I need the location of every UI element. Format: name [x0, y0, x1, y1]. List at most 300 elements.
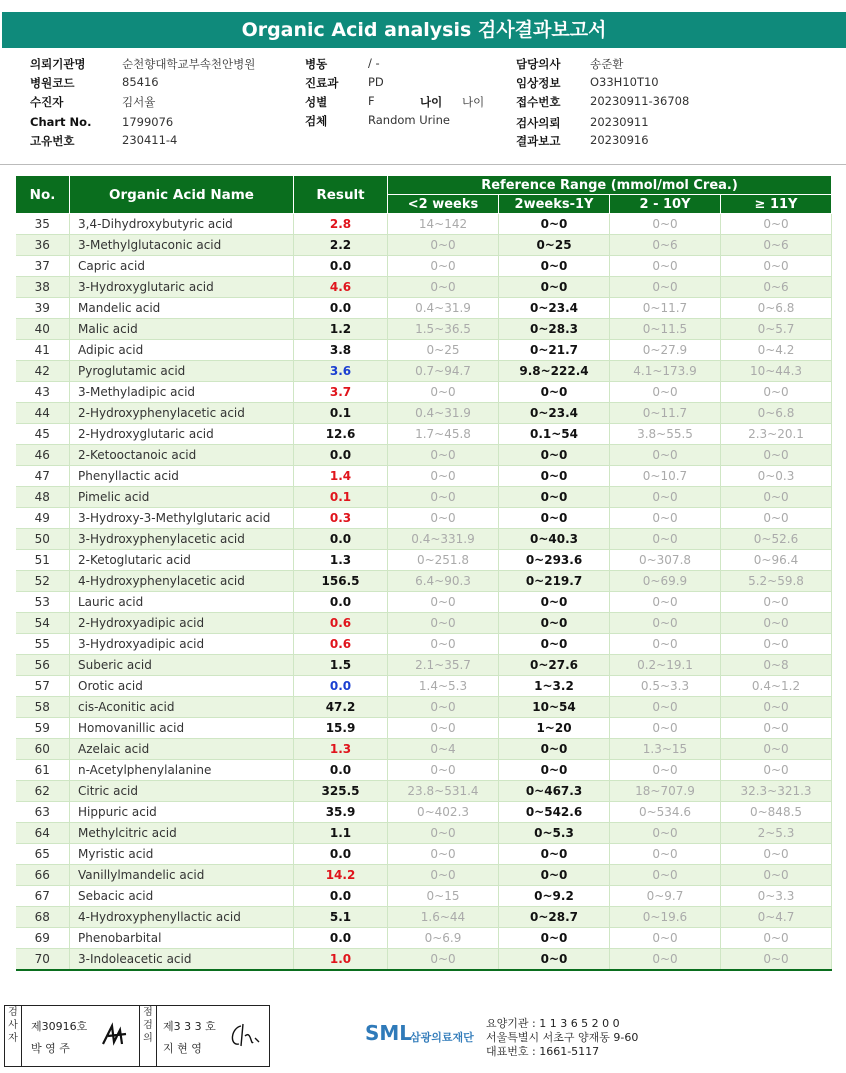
row-ref-lt2w: 0~0 — [388, 718, 499, 739]
row-ref-2w-1y: 0~0 — [499, 739, 610, 760]
row-no: 62 — [16, 781, 70, 802]
table-row — [16, 466, 832, 487]
table-row — [16, 235, 832, 256]
row-ref-2-10y: 0~69.9 — [610, 571, 721, 592]
row-ref-2w-1y: 0~293.6 — [499, 550, 610, 571]
row-no: 50 — [16, 529, 70, 550]
row-ref-ge11y: 0~0 — [721, 508, 832, 529]
row-ref-2w-1y: 0~0 — [499, 760, 610, 781]
row-ref-2-10y: 0~0 — [610, 277, 721, 298]
row-ref-2w-1y: 0~0 — [499, 256, 610, 277]
row-name: Vanillylmandelic acid — [70, 865, 294, 886]
row-ref-ge11y: 0~0 — [721, 256, 832, 277]
row-ref-ge11y: 2~5.3 — [721, 823, 832, 844]
clinical-label: 임상정보 — [516, 76, 561, 90]
table-row — [16, 697, 832, 718]
row-no: 61 — [16, 760, 70, 781]
row-name: Methylcitric acid — [70, 823, 294, 844]
row-no: 51 — [16, 550, 70, 571]
row-result: 1.0 — [294, 949, 388, 971]
row-ref-2w-1y: 1~3.2 — [499, 676, 610, 697]
row-ref-2w-1y: 0~0 — [499, 613, 610, 634]
chart-value: 1799076 — [122, 115, 174, 129]
row-result: 12.6 — [294, 424, 388, 445]
row-result: 0.0 — [294, 298, 388, 319]
row-ref-lt2w: 1.4~5.3 — [388, 676, 499, 697]
row-ref-2w-1y: 0~23.4 — [499, 403, 610, 424]
header-r3: 2 - 10Y — [610, 195, 721, 214]
table-row — [16, 760, 832, 781]
row-result: 156.5 — [294, 571, 388, 592]
row-ref-lt2w: 2.1~35.7 — [388, 655, 499, 676]
code-value: 85416 — [122, 75, 159, 89]
row-ref-ge11y: 0~0 — [721, 844, 832, 865]
patient-info — [0, 56, 846, 156]
tester-label: 검사자 — [5, 1006, 22, 1066]
ward-label: 병동 — [305, 57, 328, 71]
row-ref-lt2w: 14~142 — [388, 214, 499, 235]
row-ref-lt2w: 0~0 — [388, 865, 499, 886]
receipt-value: 20230911-36708 — [590, 94, 690, 108]
row-name: Citric acid — [70, 781, 294, 802]
row-ref-lt2w: 0~0 — [388, 592, 499, 613]
patient-value: 김서율 — [122, 95, 156, 109]
row-name: 4-Hydroxyphenyllactic acid — [70, 907, 294, 928]
unique-value: 230411-4 — [122, 133, 178, 147]
report-value: 20230916 — [590, 133, 649, 147]
row-result: 0.0 — [294, 445, 388, 466]
row-ref-2w-1y: 0~0 — [499, 928, 610, 949]
row-ref-ge11y: 0~0 — [721, 865, 832, 886]
table-row — [16, 298, 832, 319]
row-ref-ge11y: 0~0 — [721, 214, 832, 235]
row-result: 0.0 — [294, 529, 388, 550]
row-ref-ge11y: 0~0.3 — [721, 466, 832, 487]
row-ref-lt2w: 0~0 — [388, 277, 499, 298]
tester-signature — [100, 1022, 130, 1050]
row-no: 43 — [16, 382, 70, 403]
row-ref-2w-1y: 0~0 — [499, 949, 610, 971]
table-row — [16, 529, 832, 550]
table-row — [16, 256, 832, 277]
table-row — [16, 802, 832, 823]
receipt-label: 접수번호 — [516, 95, 561, 109]
row-ref-lt2w: 0~15 — [388, 886, 499, 907]
row-no: 36 — [16, 235, 70, 256]
row-no: 63 — [16, 802, 70, 823]
row-ref-lt2w: 1.6~44 — [388, 907, 499, 928]
row-name: Azelaic acid — [70, 739, 294, 760]
checker-no: 제3 3 3 호 — [163, 1020, 216, 1033]
row-ref-ge11y: 0~0 — [721, 949, 832, 971]
age-label: 나이 — [420, 95, 443, 109]
row-ref-ge11y: 0~8 — [721, 655, 832, 676]
table-row — [16, 277, 832, 298]
row-ref-2w-1y: 0~0 — [499, 382, 610, 403]
row-ref-lt2w: 0~0 — [388, 823, 499, 844]
row-result: 0.0 — [294, 760, 388, 781]
row-ref-2w-1y: 0~0 — [499, 445, 610, 466]
row-name: 2-Hydroxyglutaric acid — [70, 424, 294, 445]
row-ref-2-10y: 4.1~173.9 — [610, 361, 721, 382]
row-ref-2-10y: 0~0 — [610, 823, 721, 844]
row-ref-2-10y: 1.3~15 — [610, 739, 721, 760]
foundation-name: 삼광의료재단 — [410, 1031, 474, 1044]
row-ref-2-10y: 0~0 — [610, 529, 721, 550]
row-ref-ge11y: 0~848.5 — [721, 802, 832, 823]
row-no: 49 — [16, 508, 70, 529]
dept-value: PD — [368, 75, 384, 89]
table-row — [16, 382, 832, 403]
row-no: 52 — [16, 571, 70, 592]
row-name: Sebacic acid — [70, 886, 294, 907]
table-row — [16, 340, 832, 361]
row-ref-lt2w: 6.4~90.3 — [388, 571, 499, 592]
row-ref-2-10y: 0~0 — [610, 760, 721, 781]
row-name: Malic acid — [70, 319, 294, 340]
row-ref-2-10y: 0~0 — [610, 718, 721, 739]
signature-box — [4, 1005, 270, 1067]
row-no: 39 — [16, 298, 70, 319]
row-ref-lt2w: 0~6.9 — [388, 928, 499, 949]
row-result: 0.6 — [294, 613, 388, 634]
row-ref-lt2w: 0~0 — [388, 445, 499, 466]
row-ref-2w-1y: 0~0 — [499, 844, 610, 865]
row-ref-2-10y: 0~0 — [610, 592, 721, 613]
row-name: 3-Indoleacetic acid — [70, 949, 294, 971]
row-ref-ge11y: 0~6 — [721, 277, 832, 298]
phone-line: 대표번호 : 1661-5117 — [486, 1045, 600, 1058]
row-no: 47 — [16, 466, 70, 487]
chart-label: Chart No. — [30, 115, 92, 129]
row-ref-lt2w: 0~0 — [388, 487, 499, 508]
row-name: 3-Methylglutaconic acid — [70, 235, 294, 256]
row-ref-ge11y: 0.4~1.2 — [721, 676, 832, 697]
row-result: 3.6 — [294, 361, 388, 382]
row-name: 2-Hydroxyphenylacetic acid — [70, 403, 294, 424]
row-name: Homovanillic acid — [70, 718, 294, 739]
row-ref-ge11y: 0~3.3 — [721, 886, 832, 907]
row-ref-ge11y: 5.2~59.8 — [721, 571, 832, 592]
header-reference: Reference Range (mmol/mol Crea.) — [388, 176, 832, 195]
row-ref-ge11y: 0~52.6 — [721, 529, 832, 550]
row-ref-2-10y: 0~27.9 — [610, 340, 721, 361]
row-ref-2-10y: 0~0 — [610, 634, 721, 655]
header-r2: 2weeks-1Y — [499, 195, 610, 214]
row-result: 0.0 — [294, 844, 388, 865]
row-ref-ge11y: 0~0 — [721, 382, 832, 403]
report-label: 결과보고 — [516, 134, 561, 148]
sex-value: F — [368, 94, 375, 108]
specimen-label: 검체 — [305, 114, 328, 128]
checker-label: 점검의 — [139, 1006, 157, 1066]
row-ref-2-10y: 0~0 — [610, 382, 721, 403]
row-ref-2w-1y: 0~0 — [499, 865, 610, 886]
table-row — [16, 508, 832, 529]
dept-label: 진료과 — [305, 76, 339, 90]
row-ref-2w-1y: 10~54 — [499, 697, 610, 718]
doctor-value: 송준환 — [590, 57, 624, 71]
row-result: 1.3 — [294, 550, 388, 571]
row-ref-lt2w: 0.7~94.7 — [388, 361, 499, 382]
row-ref-lt2w: 0~0 — [388, 949, 499, 971]
row-name: Phenobarbital — [70, 928, 294, 949]
row-result: 0.1 — [294, 403, 388, 424]
row-name: Orotic acid — [70, 676, 294, 697]
row-ref-lt2w: 1.5~36.5 — [388, 319, 499, 340]
table-row — [16, 739, 832, 760]
specimen-value: Random Urine — [368, 113, 450, 127]
row-no: 37 — [16, 256, 70, 277]
header-name: Organic Acid Name — [70, 176, 294, 214]
row-no: 65 — [16, 844, 70, 865]
row-no: 58 — [16, 697, 70, 718]
row-ref-2w-1y: 0~0 — [499, 508, 610, 529]
row-name: Mandelic acid — [70, 298, 294, 319]
row-ref-2w-1y: 0~0 — [499, 214, 610, 235]
table-row — [16, 550, 832, 571]
row-ref-2-10y: 0~0 — [610, 844, 721, 865]
report-title: Organic Acid analysis 검사결과보고서 — [2, 12, 846, 48]
row-ref-2-10y: 18~707.9 — [610, 781, 721, 802]
tester-no: 제30916호 — [31, 1020, 88, 1033]
row-ref-2w-1y: 0~0 — [499, 592, 610, 613]
row-ref-lt2w: 0.4~31.9 — [388, 298, 499, 319]
row-result: 47.2 — [294, 697, 388, 718]
row-name: Pimelic acid — [70, 487, 294, 508]
row-result: 1.1 — [294, 823, 388, 844]
row-ref-2-10y: 0~6 — [610, 235, 721, 256]
row-result: 0.0 — [294, 676, 388, 697]
row-name: cis-Aconitic acid — [70, 697, 294, 718]
table-row — [16, 634, 832, 655]
sex-label: 성별 — [305, 95, 328, 109]
row-result: 3.8 — [294, 340, 388, 361]
row-ref-2-10y: 0~307.8 — [610, 550, 721, 571]
table-row — [16, 907, 832, 928]
table-row — [16, 718, 832, 739]
row-no: 42 — [16, 361, 70, 382]
row-no: 60 — [16, 739, 70, 760]
row-ref-ge11y: 0~4.7 — [721, 907, 832, 928]
row-result: 14.2 — [294, 865, 388, 886]
row-no: 45 — [16, 424, 70, 445]
row-ref-2w-1y: 1~20 — [499, 718, 610, 739]
row-ref-lt2w: 0~0 — [388, 634, 499, 655]
row-ref-lt2w: 0~0 — [388, 844, 499, 865]
table-row — [16, 613, 832, 634]
row-ref-2w-1y: 0~219.7 — [499, 571, 610, 592]
row-ref-lt2w: 0~25 — [388, 340, 499, 361]
row-ref-ge11y: 2.3~20.1 — [721, 424, 832, 445]
clinical-value: O33H10T10 — [590, 75, 659, 89]
hospital-label: 의뢰기관명 — [30, 57, 86, 71]
row-ref-ge11y: 0~0 — [721, 445, 832, 466]
row-ref-ge11y: 0~96.4 — [721, 550, 832, 571]
table-row — [16, 886, 832, 907]
row-ref-2w-1y: 9.8~222.4 — [499, 361, 610, 382]
header-r1: <2 weeks — [388, 195, 499, 214]
row-ref-2-10y: 0~0 — [610, 508, 721, 529]
table-row — [16, 403, 832, 424]
table-row — [16, 781, 832, 802]
row-name: Lauric acid — [70, 592, 294, 613]
row-result: 4.6 — [294, 277, 388, 298]
row-result: 3.7 — [294, 382, 388, 403]
ward-value: / - — [368, 56, 380, 70]
row-ref-ge11y: 0~6.8 — [721, 298, 832, 319]
row-ref-lt2w: 0~4 — [388, 739, 499, 760]
lab-address — [486, 1017, 638, 1059]
row-no: 41 — [16, 340, 70, 361]
tester-name: 박 영 주 — [31, 1042, 70, 1055]
row-result: 35.9 — [294, 802, 388, 823]
row-name: 2-Ketooctanoic acid — [70, 445, 294, 466]
row-ref-lt2w: 23.8~531.4 — [388, 781, 499, 802]
row-ref-2-10y: 0.2~19.1 — [610, 655, 721, 676]
row-ref-2w-1y: 0~0 — [499, 466, 610, 487]
row-ref-2w-1y: 0~467.3 — [499, 781, 610, 802]
row-no: 57 — [16, 676, 70, 697]
row-result: 1.3 — [294, 739, 388, 760]
row-no: 70 — [16, 949, 70, 971]
row-name: 2-Hydroxyadipic acid — [70, 613, 294, 634]
row-ref-lt2w: 0~251.8 — [388, 550, 499, 571]
checker-name: 지 현 영 — [163, 1042, 202, 1055]
table-row — [16, 676, 832, 697]
table-row — [16, 361, 832, 382]
row-ref-lt2w: 0~0 — [388, 256, 499, 277]
row-name: 3-Hydroxyglutaric acid — [70, 277, 294, 298]
row-ref-2w-1y: 0~40.3 — [499, 529, 610, 550]
row-ref-2w-1y: 0~23.4 — [499, 298, 610, 319]
request-label: 검사의뢰 — [516, 116, 561, 130]
row-ref-2w-1y: 0~27.6 — [499, 655, 610, 676]
row-ref-2w-1y: 0~0 — [499, 277, 610, 298]
table-row — [16, 571, 832, 592]
row-ref-2-10y: 0~0 — [610, 697, 721, 718]
doctor-label: 담당의사 — [516, 57, 561, 71]
row-ref-2w-1y: 0~0 — [499, 634, 610, 655]
row-result: 1.4 — [294, 466, 388, 487]
divider — [0, 164, 846, 165]
row-ref-2-10y: 0~0 — [610, 613, 721, 634]
row-ref-2w-1y: 0.1~54 — [499, 424, 610, 445]
results-body — [16, 214, 832, 971]
row-ref-2-10y: 0.5~3.3 — [610, 676, 721, 697]
row-name: 2-Ketoglutaric acid — [70, 550, 294, 571]
row-name: Suberic acid — [70, 655, 294, 676]
row-no: 53 — [16, 592, 70, 613]
row-result: 0.6 — [294, 634, 388, 655]
table-row — [16, 823, 832, 844]
row-ref-ge11y: 0~0 — [721, 760, 832, 781]
row-no: 67 — [16, 886, 70, 907]
table-row — [16, 424, 832, 445]
row-no: 66 — [16, 865, 70, 886]
row-ref-2-10y: 0~11.7 — [610, 298, 721, 319]
row-ref-2-10y: 0~0 — [610, 256, 721, 277]
row-result: 0.1 — [294, 487, 388, 508]
row-result: 15.9 — [294, 718, 388, 739]
patient-label: 수진자 — [30, 95, 64, 109]
row-ref-ge11y: 0~0 — [721, 718, 832, 739]
row-ref-2w-1y: 0~9.2 — [499, 886, 610, 907]
row-ref-ge11y: 0~6 — [721, 235, 832, 256]
row-result: 0.0 — [294, 592, 388, 613]
address-line: 서울특별시 서초구 양재동 9-60 — [486, 1031, 639, 1044]
row-ref-2-10y: 0~11.7 — [610, 403, 721, 424]
unique-label: 고유번호 — [30, 134, 75, 148]
row-name: 3-Methyladipic acid — [70, 382, 294, 403]
request-value: 20230911 — [590, 115, 649, 129]
row-ref-ge11y: 0~0 — [721, 928, 832, 949]
row-no: 44 — [16, 403, 70, 424]
row-result: 325.5 — [294, 781, 388, 802]
row-ref-lt2w: 0~0 — [388, 382, 499, 403]
table-row — [16, 487, 832, 508]
row-name: Myristic acid — [70, 844, 294, 865]
row-result: 2.2 — [294, 235, 388, 256]
table-row — [16, 844, 832, 865]
row-result: 0.0 — [294, 256, 388, 277]
row-ref-lt2w: 0~0 — [388, 508, 499, 529]
footer — [0, 1005, 846, 1073]
row-ref-lt2w: 0~0 — [388, 235, 499, 256]
sml-logo: SML — [365, 1021, 413, 1045]
row-ref-ge11y: 0~0 — [721, 634, 832, 655]
header-r4: ≥ 11Y — [721, 195, 832, 214]
row-ref-2-10y: 0~19.6 — [610, 907, 721, 928]
table-row — [16, 949, 832, 971]
header-no: No. — [16, 176, 70, 214]
row-ref-2w-1y: 0~21.7 — [499, 340, 610, 361]
row-name: 3-Hydroxy-3-Methylglutaric acid — [70, 508, 294, 529]
row-name: Capric acid — [70, 256, 294, 277]
row-ref-2-10y: 0~534.6 — [610, 802, 721, 823]
checker-signature — [227, 1020, 263, 1052]
table-row — [16, 319, 832, 340]
age-value: 나이 — [462, 95, 485, 109]
row-ref-lt2w: 0~0 — [388, 466, 499, 487]
row-ref-ge11y: 0~4.2 — [721, 340, 832, 361]
row-ref-2-10y: 0~11.5 — [610, 319, 721, 340]
table-row — [16, 214, 832, 235]
row-result: 1.5 — [294, 655, 388, 676]
row-ref-ge11y: 0~5.7 — [721, 319, 832, 340]
row-ref-2-10y: 0~0 — [610, 928, 721, 949]
row-name: 3-Hydroxyphenylacetic acid — [70, 529, 294, 550]
row-no: 55 — [16, 634, 70, 655]
row-name: Hippuric acid — [70, 802, 294, 823]
row-no: 59 — [16, 718, 70, 739]
results-table — [15, 175, 832, 971]
row-ref-2-10y: 0~9.7 — [610, 886, 721, 907]
row-ref-lt2w: 0~402.3 — [388, 802, 499, 823]
row-no: 54 — [16, 613, 70, 634]
row-no: 68 — [16, 907, 70, 928]
header-result: Result — [294, 176, 388, 214]
row-name: 3-Hydroxyadipic acid — [70, 634, 294, 655]
row-ref-2w-1y: 0~0 — [499, 487, 610, 508]
row-ref-2-10y: 0~0 — [610, 487, 721, 508]
table-row — [16, 445, 832, 466]
row-result: 0.0 — [294, 928, 388, 949]
row-ref-ge11y: 0~6.8 — [721, 403, 832, 424]
table-row — [16, 655, 832, 676]
row-no: 64 — [16, 823, 70, 844]
row-name: Pyroglutamic acid — [70, 361, 294, 382]
